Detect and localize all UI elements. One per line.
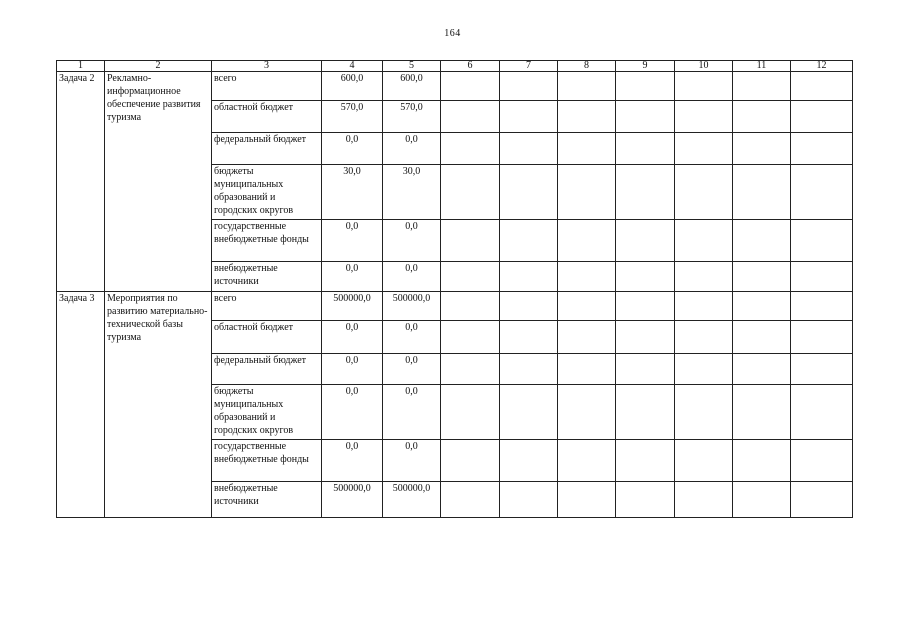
empty-cell: [500, 133, 558, 165]
empty-cell: [733, 482, 791, 518]
column-number: 2: [105, 61, 212, 72]
funding-source: областной бюджет: [212, 101, 322, 133]
empty-cell: [791, 385, 853, 440]
empty-cell: [733, 321, 791, 354]
value-col-4: 600,0: [322, 72, 383, 101]
empty-cell: [441, 262, 500, 292]
empty-cell: [675, 220, 733, 262]
empty-cell: [558, 133, 616, 165]
budget-table: [56, 60, 853, 518]
column-number: 3: [212, 61, 322, 72]
empty-cell: [500, 385, 558, 440]
value-col-5: 500000,0: [383, 482, 441, 518]
empty-cell: [733, 354, 791, 385]
empty-cell: [675, 482, 733, 518]
value-col-4: 0,0: [322, 354, 383, 385]
empty-cell: [791, 321, 853, 354]
empty-cell: [558, 262, 616, 292]
empty-cell: [616, 482, 675, 518]
funding-source: бюджеты муниципальных образований и городских округов: [212, 165, 322, 220]
column-number: 9: [616, 61, 675, 72]
empty-cell: [441, 72, 500, 101]
empty-cell: [733, 440, 791, 482]
value-col-5: 0,0: [383, 321, 441, 354]
value-col-4: 0,0: [322, 133, 383, 165]
empty-cell: [500, 262, 558, 292]
column-number: 5: [383, 61, 441, 72]
column-number-row: [57, 61, 853, 72]
value-col-4: 30,0: [322, 165, 383, 220]
empty-cell: [733, 262, 791, 292]
empty-cell: [616, 72, 675, 101]
empty-cell: [675, 165, 733, 220]
empty-cell: [791, 440, 853, 482]
empty-cell: [616, 292, 675, 321]
empty-cell: [733, 101, 791, 133]
empty-cell: [733, 165, 791, 220]
empty-cell: [500, 101, 558, 133]
value-col-5: 0,0: [383, 133, 441, 165]
empty-cell: [791, 133, 853, 165]
empty-cell: [558, 321, 616, 354]
empty-cell: [791, 262, 853, 292]
empty-cell: [733, 220, 791, 262]
empty-cell: [675, 133, 733, 165]
empty-cell: [791, 292, 853, 321]
empty-cell: [558, 165, 616, 220]
empty-cell: [558, 220, 616, 262]
empty-cell: [675, 321, 733, 354]
empty-cell: [558, 292, 616, 321]
empty-cell: [558, 354, 616, 385]
column-number: 6: [441, 61, 500, 72]
empty-cell: [441, 354, 500, 385]
funding-source: всего: [212, 292, 322, 321]
value-col-5: 0,0: [383, 385, 441, 440]
empty-cell: [558, 440, 616, 482]
empty-cell: [616, 220, 675, 262]
funding-source: государственные внебюджетные фонды: [212, 220, 322, 262]
empty-cell: [675, 385, 733, 440]
empty-cell: [500, 354, 558, 385]
empty-cell: [558, 482, 616, 518]
empty-cell: [558, 72, 616, 101]
funding-source: областной бюджет: [212, 321, 322, 354]
value-col-4: 0,0: [322, 321, 383, 354]
empty-cell: [675, 440, 733, 482]
column-number: 4: [322, 61, 383, 72]
value-col-4: 500000,0: [322, 482, 383, 518]
empty-cell: [441, 482, 500, 518]
value-col-4: 570,0: [322, 101, 383, 133]
column-number: 11: [733, 61, 791, 72]
empty-cell: [675, 262, 733, 292]
empty-cell: [616, 101, 675, 133]
empty-cell: [616, 354, 675, 385]
table-row: [57, 292, 853, 321]
empty-cell: [791, 354, 853, 385]
empty-cell: [441, 440, 500, 482]
value-col-5: 0,0: [383, 440, 441, 482]
empty-cell: [675, 292, 733, 321]
empty-cell: [616, 385, 675, 440]
value-col-4: 0,0: [322, 220, 383, 262]
empty-cell: [441, 101, 500, 133]
empty-cell: [500, 220, 558, 262]
empty-cell: [500, 292, 558, 321]
funding-source: внебюджетные источники: [212, 482, 322, 518]
empty-cell: [441, 321, 500, 354]
value-col-4: 0,0: [322, 440, 383, 482]
value-col-5: 570,0: [383, 101, 441, 133]
empty-cell: [500, 72, 558, 101]
value-col-4: 0,0: [322, 262, 383, 292]
empty-cell: [616, 133, 675, 165]
value-col-5: 500000,0: [383, 292, 441, 321]
empty-cell: [733, 133, 791, 165]
empty-cell: [616, 321, 675, 354]
page-number: 164: [444, 28, 461, 39]
empty-cell: [500, 440, 558, 482]
value-col-4: 500000,0: [322, 292, 383, 321]
empty-cell: [733, 385, 791, 440]
funding-source: всего: [212, 72, 322, 101]
empty-cell: [441, 133, 500, 165]
value-col-4: 0,0: [322, 385, 383, 440]
value-col-5: 30,0: [383, 165, 441, 220]
column-number: 12: [791, 61, 853, 72]
column-number: 8: [558, 61, 616, 72]
value-col-5: 600,0: [383, 72, 441, 101]
funding-source: внебюджетные источники: [212, 262, 322, 292]
empty-cell: [616, 262, 675, 292]
task-label: Задача 2: [57, 72, 105, 292]
empty-cell: [441, 165, 500, 220]
empty-cell: [791, 220, 853, 262]
column-number: 7: [500, 61, 558, 72]
task-label: Задача 3: [57, 292, 105, 518]
table-row: [57, 72, 853, 101]
empty-cell: [441, 292, 500, 321]
column-number: 10: [675, 61, 733, 72]
empty-cell: [791, 482, 853, 518]
empty-cell: [441, 220, 500, 262]
funding-source: государственные внебюджетные фонды: [212, 440, 322, 482]
value-col-5: 0,0: [383, 262, 441, 292]
funding-source: бюджеты муниципальных образований и городских округов: [212, 385, 322, 440]
empty-cell: [675, 72, 733, 101]
empty-cell: [733, 292, 791, 321]
task-name: Рекламно-информационное обеспечение развития туризма: [105, 72, 212, 292]
empty-cell: [733, 72, 791, 101]
empty-cell: [791, 165, 853, 220]
empty-cell: [675, 354, 733, 385]
column-number: 1: [57, 61, 105, 72]
empty-cell: [500, 165, 558, 220]
empty-cell: [441, 385, 500, 440]
empty-cell: [616, 440, 675, 482]
value-col-5: 0,0: [383, 354, 441, 385]
empty-cell: [500, 321, 558, 354]
empty-cell: [558, 101, 616, 133]
empty-cell: [558, 385, 616, 440]
value-col-5: 0,0: [383, 220, 441, 262]
task-name: Мероприятия по развитию материально-технической базы туризма: [105, 292, 212, 518]
empty-cell: [500, 482, 558, 518]
funding-source: федеральный бюджет: [212, 354, 322, 385]
funding-source: федеральный бюджет: [212, 133, 322, 165]
empty-cell: [675, 101, 733, 133]
empty-cell: [791, 101, 853, 133]
empty-cell: [616, 165, 675, 220]
empty-cell: [791, 72, 853, 101]
